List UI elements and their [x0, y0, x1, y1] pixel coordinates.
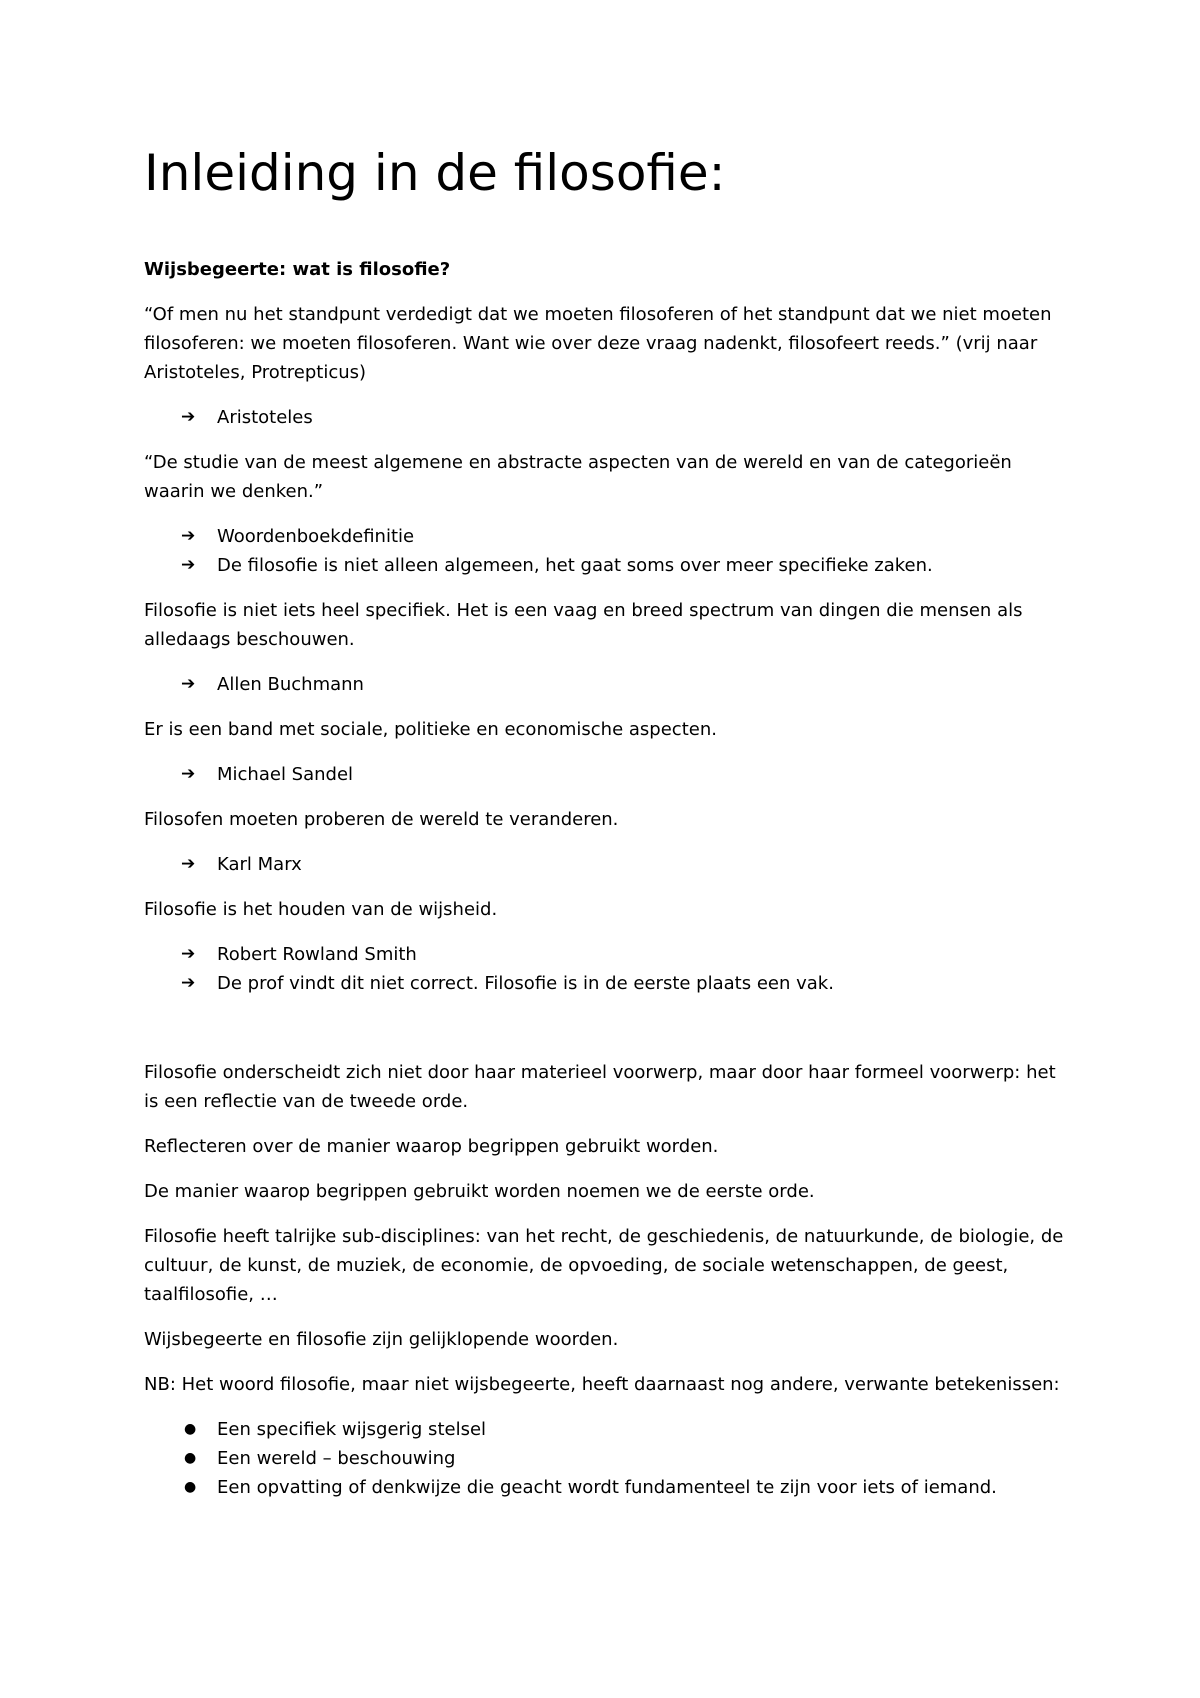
arrow-item: ➔ Michael Sandel	[144, 760, 1064, 789]
bullet-item: ● Een wereld – beschouwing	[144, 1444, 1064, 1473]
arrow-item: ➔ Allen Buchmann	[144, 670, 1064, 699]
arrow-right-icon: ➔	[181, 674, 196, 694]
arrow-right-icon: ➔	[181, 555, 196, 575]
arrow-right-icon: ➔	[181, 854, 196, 874]
arrow-item: ➔ Aristoteles	[144, 403, 1064, 432]
arrow-item: ➔ De prof vindt dit niet correct. Filosofie is in de eerste plaats een vak.	[144, 969, 1064, 998]
arrow-list-6	[144, 940, 1064, 998]
arrow-right-icon: ➔	[181, 944, 196, 964]
section-heading: Wijsbegeerte: wat is filosofie?	[144, 259, 451, 280]
bullet-icon: ●	[184, 1479, 197, 1495]
arrow-right-icon: ➔	[181, 764, 196, 784]
arrow-right-icon: ➔	[181, 407, 196, 427]
arrow-item: ➔ De filosofie is niet alleen algemeen, het gaat soms over meer specifieke zaken.	[144, 551, 1064, 580]
bullet-icon: ●	[184, 1450, 197, 1466]
quote-aristoteles: “Of men nu het standpunt verdedigt dat we moeten filosoferen of het standpunt dat we niet moeten filosoferen: we moeten filosoferen. Want wie over deze vraag nadenkt, filosofeert reeds.” (vrij naar Aristoteles, Protrepticus)	[144, 304, 1052, 383]
paragraph: Filosofie is niet iets heel specifiek. Het is een vaag en breed spectrum van dingen die mensen als alledaags beschouwen.	[144, 600, 1023, 650]
arrow-list-1	[144, 403, 1064, 432]
bullet-icon: ●	[184, 1421, 197, 1437]
quote-dictionary: “De studie van de meest algemene en abstracte aspecten van de wereld en van de categorieën waarin we denken.”	[144, 452, 1012, 502]
page-title: Inleiding in de filosofie:	[144, 144, 726, 202]
paragraph: Filosofie onderscheidt zich niet door haar materieel voorwerp, maar door haar formeel voorwerp: het is een reflectie van de tweede orde.	[144, 1062, 1056, 1112]
arrow-right-icon: ➔	[181, 526, 196, 546]
arrow-list-3	[144, 670, 1064, 699]
arrow-list-5	[144, 850, 1064, 879]
paragraph: Reflecteren over de manier waarop begrippen gebruikt worden.	[144, 1136, 719, 1157]
arrow-list-4	[144, 760, 1064, 789]
paragraph: Filosofie heeft talrijke sub-disciplines: van het recht, de geschiedenis, de natuurkunde, de biologie, de cultuur, de kunst, de muziek, de economie, de opvoeding, de sociale wetenschappen, de geest, taalfilosofie, …	[144, 1226, 1064, 1305]
arrow-item: ➔ Robert Rowland Smith	[144, 940, 1064, 969]
empty-line	[144, 1014, 1064, 1058]
arrow-item: ➔ Woordenboekdefinitie	[144, 522, 1064, 551]
paragraph: De manier waarop begrippen gebruikt worden noemen we de eerste orde.	[144, 1181, 815, 1202]
paragraph: Wijsbegeerte en filosofie zijn gelijklopende woorden.	[144, 1329, 619, 1350]
document-body	[144, 255, 1064, 1518]
paragraph: Filosofie is het houden van de wijsheid.	[144, 899, 498, 920]
bullet-list	[144, 1415, 1064, 1502]
arrow-right-icon: ➔	[181, 973, 196, 993]
paragraph: NB: Het woord filosofie, maar niet wijsbegeerte, heeft daarnaast nog andere, verwante betekenissen:	[144, 1374, 1060, 1395]
arrow-item: ➔ Karl Marx	[144, 850, 1064, 879]
arrow-list-2	[144, 522, 1064, 580]
paragraph: Er is een band met sociale, politieke en economische aspecten.	[144, 719, 717, 740]
bullet-item: ● Een specifiek wijsgerig stelsel	[144, 1415, 1064, 1444]
paragraph: Filosofen moeten proberen de wereld te veranderen.	[144, 809, 619, 830]
bullet-item: ● Een opvatting of denkwijze die geacht wordt fundamenteel te zijn voor iets of iemand.	[144, 1473, 1064, 1502]
